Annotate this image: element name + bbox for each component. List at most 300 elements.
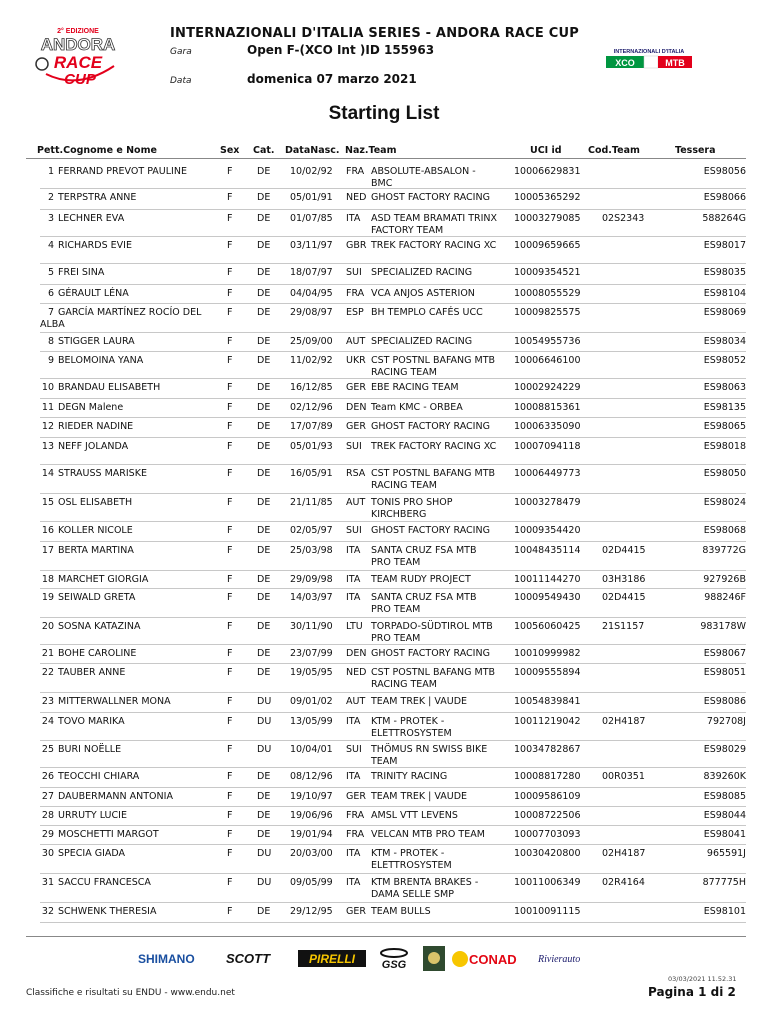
- cell-cat: DE: [257, 192, 271, 203]
- cell-pett: 14: [41, 468, 54, 479]
- cell-cat: DE: [257, 497, 271, 508]
- cell-team: CST POSTNL BAFANG MTB RACING TEAM: [371, 468, 496, 491]
- cell-name: MOSCHETTI MARGOT: [58, 829, 159, 840]
- cell-dob: 21/11/85: [290, 497, 333, 508]
- cell-sex: F: [227, 810, 233, 821]
- cell-pett: 30: [41, 848, 54, 859]
- cell-name: BERTA MARTINA: [58, 545, 134, 556]
- cell-uci: 10048435114: [514, 545, 581, 556]
- cell-naz: SUI: [346, 267, 362, 278]
- cell-cod: 02S2343: [602, 213, 645, 224]
- cell-pett: 18: [41, 574, 54, 585]
- col-header-dob: DataNasc.: [285, 145, 340, 156]
- cell-cat: DE: [257, 213, 271, 224]
- cell-sex: F: [227, 848, 233, 859]
- event-title: INTERNAZIONALI D'ITALIA SERIES - ANDORA RACE CUP: [170, 26, 579, 41]
- cell-dob: 20/03/00: [290, 848, 333, 859]
- cell-uci: 10008722506: [514, 810, 581, 821]
- cell-uci: 10008817280: [514, 771, 581, 782]
- cell-dob: 05/01/91: [290, 192, 333, 203]
- cell-pett: 9: [47, 355, 54, 366]
- cell-cod: 02D4415: [602, 592, 646, 603]
- cell-naz: AUT: [346, 696, 366, 707]
- row-divider: [40, 588, 746, 589]
- cell-cat: DE: [257, 441, 271, 452]
- cell-pett-name: [40, 848, 208, 860]
- cell-pett: 15: [41, 497, 54, 508]
- row-divider: [40, 873, 746, 874]
- row-divider: [40, 787, 746, 788]
- cell-naz: DEN: [346, 402, 367, 413]
- cell-tessera: ES98041: [703, 829, 746, 840]
- cell-tessera: 877775H: [702, 877, 746, 888]
- cell-name: BURI NOËLLE: [58, 744, 122, 755]
- cell-name: KOLLER NICOLE: [58, 525, 133, 536]
- cell-cat: DE: [257, 166, 271, 177]
- cell-pett: 24: [41, 716, 54, 727]
- cell-tessera: 792708J: [706, 716, 746, 727]
- cell-tessera: ES98063: [703, 382, 746, 393]
- cell-team: SANTA CRUZ FSA MTB PRO TEAM: [371, 592, 477, 615]
- cell-uci: 10009555894: [514, 667, 581, 678]
- cell-team: TEAM BULLS: [371, 906, 431, 917]
- row-divider: [40, 740, 746, 741]
- col-header-name: Pett.Cognome e Nome: [37, 145, 157, 156]
- row-divider: [40, 263, 746, 264]
- cell-naz: GER: [346, 906, 366, 917]
- cell-sex: F: [227, 307, 233, 318]
- cell-cat: DE: [257, 468, 271, 479]
- col-header-tessera: Tessera: [675, 145, 716, 156]
- cell-team: SPECIALIZED RACING: [371, 267, 473, 278]
- cell-pett: 25: [41, 744, 54, 755]
- logo-xco-text: XCO: [615, 58, 635, 68]
- cell-team: ABSOLUTE-ABSALON - BMC: [371, 166, 476, 189]
- cell-team: TEAM TREK | VAUDE: [371, 696, 468, 707]
- row-divider: [40, 351, 746, 352]
- cell-uci: 10009586109: [514, 791, 581, 802]
- row-divider: [40, 236, 746, 237]
- cell-naz: NED: [346, 192, 367, 203]
- cell-team: CST POSTNL BAFANG MTB RACING TEAM: [371, 355, 496, 378]
- cell-team: VCA ANJOS ASTERION: [371, 288, 475, 299]
- cell-pett-name: [40, 829, 208, 841]
- col-header-uci: UCI id: [530, 145, 562, 156]
- cell-tessera: ES98044: [703, 810, 746, 821]
- cell-tessera: 965591J: [706, 848, 746, 859]
- cell-pett-name: [40, 716, 208, 728]
- cell-pett: 27: [41, 791, 54, 802]
- cell-tessera: 983178W: [700, 621, 746, 632]
- cell-naz: SUI: [346, 441, 362, 452]
- gara-value: Open F-(XCO Int )ID 155963: [247, 43, 435, 57]
- cell-tessera: ES98104: [703, 288, 746, 299]
- cell-team: TEAM TREK | VAUDE: [371, 791, 468, 802]
- cell-pett: 2: [47, 192, 54, 203]
- cell-tessera: ES98135: [703, 402, 746, 413]
- gara-label: Gara: [170, 47, 192, 57]
- cell-dob: 19/06/96: [290, 810, 333, 821]
- cell-pett-name: [40, 771, 208, 783]
- cell-tessera: ES98050: [703, 468, 746, 479]
- cell-pett: 5: [47, 267, 54, 278]
- cell-cod: 00R0351: [602, 771, 645, 782]
- cell-naz: GER: [346, 791, 366, 802]
- cell-tessera: 839772G: [702, 545, 746, 556]
- internazionali-italia-logo: [604, 46, 694, 70]
- cell-dob: 25/03/98: [290, 545, 333, 556]
- cell-sex: F: [227, 906, 233, 917]
- cell-pett-name: [40, 192, 208, 204]
- cell-name: TEOCCHI CHIARA: [58, 771, 140, 782]
- cell-naz: ESP: [346, 307, 364, 318]
- row-divider: [40, 767, 746, 768]
- cell-uci: 10054955736: [514, 336, 581, 347]
- cell-name: LECHNER EVA: [58, 213, 125, 224]
- cell-name: RIEDER NADINE: [58, 421, 134, 432]
- logo-race-text: RACE: [53, 53, 103, 72]
- cell-name: SPECIA GIADA: [58, 848, 126, 859]
- andora-race-cup-logo: [28, 24, 126, 90]
- cell-dob: 23/07/99: [290, 648, 333, 659]
- cell-team: GHOST FACTORY RACING: [371, 525, 490, 536]
- cell-pett: 13: [41, 441, 54, 452]
- cell-pett-name: [40, 355, 208, 367]
- cell-sex: F: [227, 213, 233, 224]
- cell-tessera: ES98066: [703, 192, 746, 203]
- cell-cat: DE: [257, 421, 271, 432]
- cell-naz: ITA: [346, 213, 361, 224]
- cell-sex: F: [227, 592, 233, 603]
- cell-tessera: ES98052: [703, 355, 746, 366]
- cell-dob: 08/12/96: [290, 771, 333, 782]
- cell-name: GARCÍA MARTÍNEZ ROCÍO DEL ALBA: [40, 307, 202, 330]
- cell-pett-name: [40, 545, 208, 557]
- cell-naz: DEN: [346, 648, 367, 659]
- cell-sex: F: [227, 621, 233, 632]
- cell-naz: FRA: [346, 288, 365, 299]
- sponsor-rivierauto: Rivierauto: [538, 954, 581, 965]
- cell-pett-name: [40, 906, 208, 918]
- cell-pett-name: [40, 696, 208, 708]
- cell-team: SPECIALIZED RACING: [371, 336, 473, 347]
- row-divider: [40, 378, 746, 379]
- cell-sex: F: [227, 468, 233, 479]
- cell-dob: 16/12/85: [290, 382, 333, 393]
- row-divider: [40, 644, 746, 645]
- cell-naz: GBR: [346, 240, 367, 251]
- cell-tessera: ES98029: [703, 744, 746, 755]
- cell-pett: 6: [47, 288, 54, 299]
- cell-dob: 10/04/01: [290, 744, 333, 755]
- cell-pett-name: [40, 166, 208, 178]
- cell-team: ASD TEAM BRAMATI TRINX FACTORY TEAM: [371, 213, 498, 236]
- cell-team: BH TEMPLO CAFÉS UCC: [371, 307, 483, 318]
- cell-name: FERRAND PREVOT PAULINE: [58, 166, 187, 177]
- cell-pett-name: [40, 744, 208, 756]
- cell-tessera: ES98035: [703, 267, 746, 278]
- cell-pett-name: [40, 648, 208, 660]
- cell-team: VELCAN MTB PRO TEAM: [371, 829, 485, 840]
- cell-dob: 01/07/85: [290, 213, 333, 224]
- cell-team: AMSL VTT LEVENS: [371, 810, 458, 821]
- row-divider: [40, 398, 746, 399]
- cell-cat: DU: [257, 877, 272, 888]
- col-header-cod-team: Cod.Team: [588, 145, 640, 156]
- cell-naz: RSA: [346, 468, 366, 479]
- cell-dob: 10/02/92: [290, 166, 333, 177]
- cell-naz: SUI: [346, 525, 362, 536]
- cell-name: RICHARDS EVIE: [58, 240, 132, 251]
- sponsor-gsg: GSG: [381, 959, 407, 971]
- cell-naz: ITA: [346, 545, 361, 556]
- cell-pett: 7: [47, 307, 54, 318]
- cell-cod: 21S1157: [602, 621, 645, 632]
- cell-cat: DE: [257, 267, 271, 278]
- cell-cod: 02R4164: [602, 877, 645, 888]
- cell-name: MITTERWALLNER MONA: [58, 696, 171, 707]
- row-divider: [40, 521, 746, 522]
- row-divider: [40, 437, 746, 438]
- cell-name: NEFF JOLANDA: [58, 441, 129, 452]
- cell-uci: 10030420800: [514, 848, 581, 859]
- cell-tessera: ES98085: [703, 791, 746, 802]
- cell-team: TORPADO-SÜDTIROL MTB PRO TEAM: [371, 621, 493, 644]
- cell-uci: 10008815361: [514, 402, 581, 413]
- cell-dob: 09/01/02: [290, 696, 333, 707]
- cell-dob: 13/05/99: [290, 716, 333, 727]
- cell-pett-name: [40, 497, 208, 509]
- logo-right-top-text: INTERNAZIONALI D'ITALIA: [613, 49, 685, 55]
- cell-cat: DE: [257, 382, 271, 393]
- row-divider: [40, 922, 746, 923]
- cell-cat: DE: [257, 545, 271, 556]
- cell-cat: DE: [257, 336, 271, 347]
- cell-tessera: ES98017: [703, 240, 746, 251]
- cell-uci: 10006449773: [514, 468, 581, 479]
- cell-tessera: ES98051: [703, 667, 746, 678]
- row-divider: [40, 712, 746, 713]
- row-divider: [40, 617, 746, 618]
- cell-dob: 14/03/97: [290, 592, 333, 603]
- cell-team: EBE RACING TEAM: [371, 382, 459, 393]
- cell-name: TERPSTRA ANNE: [58, 192, 137, 203]
- cell-tessera: ES98068: [703, 525, 746, 536]
- cell-uci: 10003278479: [514, 497, 581, 508]
- cell-pett-name: [40, 240, 208, 252]
- cell-pett: 11: [41, 402, 54, 413]
- row-divider: [40, 417, 746, 418]
- cell-pett: 22: [41, 667, 54, 678]
- page-title: Starting List: [328, 103, 440, 124]
- cell-uci: 10010999982: [514, 648, 581, 659]
- logo-cup-text: CUP: [64, 71, 96, 88]
- cell-team: TREK FACTORY RACING XC: [371, 240, 497, 251]
- cell-team: TEAM RUDY PROJECT: [371, 574, 471, 585]
- cell-uci: 10009354420: [514, 525, 581, 536]
- cell-uci: 10034782867: [514, 744, 581, 755]
- cell-cat: DE: [257, 592, 271, 603]
- cell-cat: DE: [257, 648, 271, 659]
- cell-sex: F: [227, 441, 233, 452]
- cell-naz: NED: [346, 667, 367, 678]
- sponsor-shimano: SHIMANO: [138, 952, 195, 966]
- cell-team: CST POSTNL BAFANG MTB RACING TEAM: [371, 667, 496, 690]
- cell-cat: DE: [257, 574, 271, 585]
- cell-cat: DU: [257, 744, 272, 755]
- cell-name: OSL ELISABETH: [58, 497, 133, 508]
- cell-pett-name: [40, 213, 208, 225]
- cell-dob: 29/09/98: [290, 574, 333, 585]
- cell-cat: DE: [257, 791, 271, 802]
- cell-team: TRINITY RACING: [371, 771, 448, 782]
- cell-pett-name: [40, 441, 208, 453]
- cell-name: MARCHET GIORGIA: [58, 574, 149, 585]
- data-value: domenica 07 marzo 2021: [247, 72, 417, 86]
- cell-tessera: 988246F: [704, 592, 746, 603]
- cell-naz: ITA: [346, 592, 361, 603]
- cell-team: KTM BRENTA BRAKES - DAMA SELLE SMP: [371, 877, 479, 900]
- cell-cat: DE: [257, 288, 271, 299]
- cell-pett-name: [40, 288, 208, 300]
- cell-uci: 10007094118: [514, 441, 581, 452]
- cell-dob: 19/10/97: [290, 791, 333, 802]
- cell-cat: DE: [257, 307, 271, 318]
- cell-pett-name: [40, 791, 208, 803]
- page-indicator: Pagina 1 di 2: [648, 985, 736, 999]
- row-divider: [40, 209, 746, 210]
- cell-name: BOHE CAROLINE: [58, 648, 137, 659]
- cell-cod: 02H4187: [602, 716, 646, 727]
- cell-uci: 10009354521: [514, 267, 581, 278]
- cell-uci: 10008055529: [514, 288, 581, 299]
- row-divider: [40, 493, 746, 494]
- cell-sex: F: [227, 877, 233, 888]
- cell-sex: F: [227, 355, 233, 366]
- cell-naz: FRA: [346, 166, 365, 177]
- cell-uci: 10003279085: [514, 213, 581, 224]
- cell-naz: ITA: [346, 574, 361, 585]
- cell-sex: F: [227, 771, 233, 782]
- cell-team: TONIS PRO SHOP KIRCHBERG: [371, 497, 453, 520]
- cell-tessera: ES98101: [703, 906, 746, 917]
- cell-team: SANTA CRUZ FSA MTB PRO TEAM: [371, 545, 477, 568]
- cell-sex: F: [227, 497, 233, 508]
- cell-pett: 8: [47, 336, 54, 347]
- cell-sex: F: [227, 192, 233, 203]
- cell-pett-name: [40, 592, 208, 604]
- footer-divider: [26, 936, 746, 937]
- cell-uci: 10007703093: [514, 829, 581, 840]
- cell-naz: GER: [346, 382, 366, 393]
- cell-dob: 17/07/89: [290, 421, 333, 432]
- cell-name: TAUBER ANNE: [58, 667, 126, 678]
- cell-sex: F: [227, 166, 233, 177]
- cell-dob: 02/12/96: [290, 402, 333, 413]
- cell-team: GHOST FACTORY RACING: [371, 648, 490, 659]
- cell-sex: F: [227, 402, 233, 413]
- cell-naz: LTU: [346, 621, 363, 632]
- cell-sex: F: [227, 716, 233, 727]
- cell-uci: 10005365292: [514, 192, 581, 203]
- cell-sex: F: [227, 525, 233, 536]
- cell-team: KTM - PROTEK - ELETTROSYSTEM: [371, 716, 452, 739]
- cell-sex: F: [227, 336, 233, 347]
- cell-naz: FRA: [346, 810, 365, 821]
- cell-pett-name: [40, 667, 208, 679]
- cell-name: BRANDAU ELISABETH: [58, 382, 161, 393]
- cell-tessera: ES98056: [703, 166, 746, 177]
- cell-uci: 10011006349: [514, 877, 581, 888]
- cell-pett: 19: [41, 592, 54, 603]
- cell-naz: ITA: [346, 771, 361, 782]
- cell-uci: 10056060425: [514, 621, 581, 632]
- cell-tessera: ES98086: [703, 696, 746, 707]
- logo-andora-text: ANDORA: [40, 35, 116, 54]
- logo-edition-text: 2° EDIZIONE: [57, 28, 99, 35]
- cell-naz: GER: [346, 421, 366, 432]
- cell-name: STIGGER LAURA: [58, 336, 135, 347]
- cell-team: GHOST FACTORY RACING: [371, 421, 490, 432]
- cell-pett-name: [40, 574, 208, 586]
- cell-naz: ITA: [346, 716, 361, 727]
- cell-sex: F: [227, 667, 233, 678]
- cell-cat: DE: [257, 810, 271, 821]
- cell-name: SACCU FRANCESCA: [58, 877, 151, 888]
- row-divider: [40, 541, 746, 542]
- cell-pett-name: [40, 877, 208, 889]
- cell-naz: ITA: [346, 877, 361, 888]
- cell-uci: 10011219042: [514, 716, 581, 727]
- cell-pett: 10: [41, 382, 54, 393]
- row-divider: [40, 692, 746, 693]
- cell-team: Team KMC - ORBEA: [371, 402, 463, 413]
- cell-uci: 10010091115: [514, 906, 581, 917]
- cell-uci: 10009549430: [514, 592, 581, 603]
- row-divider: [40, 464, 746, 465]
- cell-pett-name: [40, 621, 208, 633]
- data-label: Data: [170, 76, 192, 86]
- row-divider: [40, 303, 746, 304]
- cell-sex: F: [227, 382, 233, 393]
- cell-cat: DE: [257, 667, 271, 678]
- sponsor-pirelli: PIRELLI: [308, 952, 356, 966]
- cell-sex: F: [227, 744, 233, 755]
- cell-uci: 10006629831: [514, 166, 581, 177]
- cell-name: STRAUSS MARISKE: [58, 468, 147, 479]
- cell-dob: 04/04/95: [290, 288, 333, 299]
- cell-pett-name: [40, 421, 208, 433]
- cell-cod: 02H4187: [602, 848, 646, 859]
- cell-tessera: 839260K: [703, 771, 746, 782]
- row-divider: [40, 284, 746, 285]
- cell-cat: DE: [257, 771, 271, 782]
- cell-cat: DE: [257, 355, 271, 366]
- cell-pett-name: [40, 267, 208, 279]
- sponsor-bar: [138, 944, 638, 974]
- logo-mtb-text: MTB: [665, 58, 685, 68]
- cell-uci: 10002924229: [514, 382, 581, 393]
- cell-dob: 25/09/00: [290, 336, 333, 347]
- cell-name: SOSNA KATAZINA: [58, 621, 141, 632]
- cell-tessera: ES98034: [703, 336, 746, 347]
- cell-tessera: 927926B: [703, 574, 746, 585]
- cell-team: TREK FACTORY RACING XC: [371, 441, 497, 452]
- cell-dob: 16/05/91: [290, 468, 333, 479]
- cell-dob: 30/11/90: [290, 621, 333, 632]
- cell-name: DEGN Malene: [58, 402, 124, 413]
- cell-pett-name: [40, 468, 208, 480]
